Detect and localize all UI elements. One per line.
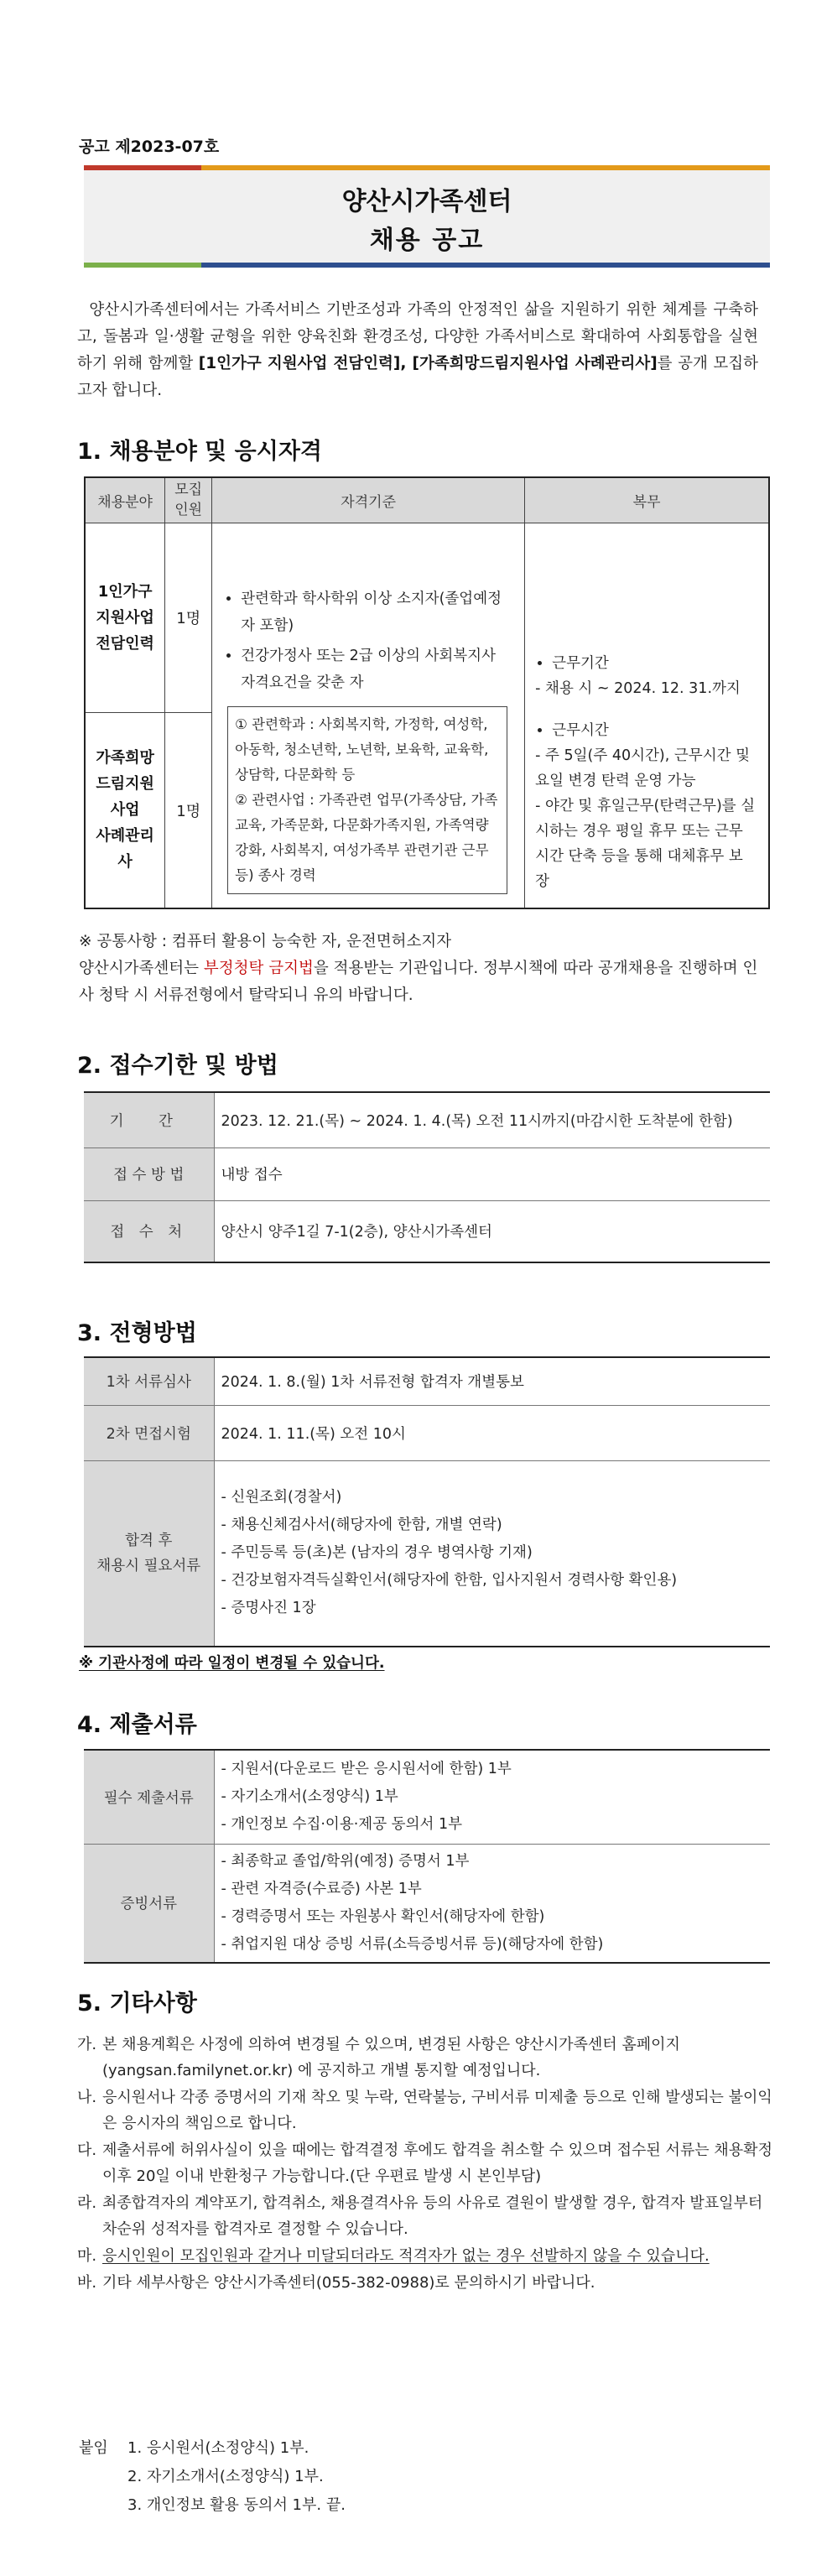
other-note-item xyxy=(77,2190,773,2242)
note-marker: 바. xyxy=(77,2274,97,2292)
docs-label-line2: 채용시 필요서류 xyxy=(96,1557,201,1574)
note-marker: 다. xyxy=(77,2141,97,2159)
qualification-note-box xyxy=(227,706,507,894)
submission-item: - 개인정보 수집·이용·제공 동의서 1부 xyxy=(221,1815,462,1833)
screening-doc-item: - 채용신체검사서(해당자에 한함, 개별 연락) xyxy=(221,1517,502,1534)
count-row-1: 1명 xyxy=(165,523,212,712)
screening-docs-list xyxy=(221,1484,770,1622)
intro-paragraph xyxy=(77,297,758,404)
title-box xyxy=(84,170,770,263)
screening-doc-item: - 건강보험자격득실확인서(해당자에 한함, 입사지원서 경력사항 확인용) xyxy=(221,1572,678,1590)
duty-hours-detail-1: - 주 5일(주 40시간), 근무시간 및 요일 변경 탄력 운영 가능 xyxy=(535,747,750,789)
recruit-row-1 xyxy=(85,523,769,712)
note-text: 응시원서나 각종 증명서의 기재 착오 및 누락, 연락불능, 구비서류 미제출 등으로 인해 발생되는 불이익은 응시자의 책임으로 합니다. xyxy=(102,2089,772,2132)
application-label: 기 간 xyxy=(84,1092,214,1147)
note-marker: 가. xyxy=(77,2036,97,2053)
bar-green xyxy=(84,263,201,268)
common-line-2 xyxy=(79,955,767,1009)
page-title: 양산시가족센터 xyxy=(341,187,512,216)
common-line-1: ※ 공통사항 : 컴퓨터 활용이 능숙한 자, 운전면허소지자 xyxy=(79,933,452,950)
intro-text-a: 양산시가족센터에서는 가족서비스 기반조성과 가족의 안정적인 삶을 지원하기 위한 체계를 구축하고, 돌봄과 일·생활 균형을 위한 양육친화 환경조성, 다양한 가족서비스로 확대하여 사회통합을 실현하기 위해 함께할 xyxy=(77,301,759,372)
title-bottom-bar xyxy=(84,263,770,268)
screening-row xyxy=(84,1405,770,1460)
header-field: 채용분야 xyxy=(85,477,165,523)
header-qualification: 자격기준 xyxy=(212,477,525,523)
submission-table xyxy=(84,1749,770,1964)
page-subtitle: 채용 공고 xyxy=(369,226,485,255)
duty-period-title: • 근무기간 xyxy=(552,651,757,676)
application-row xyxy=(84,1092,770,1147)
recruit-header-row xyxy=(85,477,769,523)
common-requirements xyxy=(79,929,767,1009)
recruit-table xyxy=(84,476,770,909)
attachment-item: 3. 개인정보 활용 동의서 1부. 끝. xyxy=(127,2496,346,2514)
screening-value: 2024. 1. 8.(월) 1차 서류전형 합격자 개별통보 xyxy=(214,1357,770,1405)
submission-proof-label: 증빙서류 xyxy=(84,1844,214,1963)
field1-line2: 지원사업 xyxy=(96,608,154,627)
other-note-item xyxy=(77,2137,773,2189)
header-count-line1: 모집 xyxy=(174,481,203,499)
note-marker: 라. xyxy=(77,2194,97,2212)
application-label: 접 수 처 xyxy=(84,1200,214,1262)
submission-item: - 경력증명서 또는 자원봉사 확인서(해당자에 한함) xyxy=(221,1907,545,1925)
submission-proof-value xyxy=(214,1844,770,1963)
docs-label-line1: 합격 후 xyxy=(125,1532,173,1549)
submission-item: - 지원서(다운로드 받은 응시원서에 한함) 1부 xyxy=(221,1760,512,1777)
header-count xyxy=(165,477,212,523)
qualification-note-2: ② 관련사업 : 가족관련 업무(가족상담, 가족교육, 가족문화, 다문화가족지원, 가족역량강화, 사회복지, 여성가족부 관련기관 근무 등) 종사 경력 xyxy=(235,791,498,883)
field1-line3: 전담인력 xyxy=(96,634,154,653)
submission-item: - 취업지원 대상 증빙 서류(소득증빙서류 등)(해당자에 한함) xyxy=(221,1935,604,1953)
application-row xyxy=(84,1147,770,1200)
submission-item: - 최종학교 졸업/학위(예정) 증명서 1부 xyxy=(221,1852,470,1870)
attachment-item: 1. 응시원서(소정양식) 1부. xyxy=(127,2439,309,2457)
header-count-line2: 인원 xyxy=(174,502,203,519)
section-heading-1: 1. 채용분야 및 응시자격 xyxy=(77,439,322,465)
section-heading-5: 5. 기타사항 xyxy=(77,1991,197,2017)
duty-hours-title: • 근무시간 xyxy=(552,718,757,743)
attachments-label: 붙임 xyxy=(79,2439,108,2457)
application-row xyxy=(84,1200,770,1262)
application-value: 양산시 양주1길 7-1(2층), 양산시가족센터 xyxy=(214,1200,770,1262)
other-note-item xyxy=(77,2243,773,2269)
section-heading-4: 4. 제출서류 xyxy=(77,1712,197,1738)
field2-line1: 가족희망 xyxy=(96,749,154,768)
intro-position-2: [가족희망드림지원사업 사례관리사] xyxy=(412,355,658,372)
submission-required-row xyxy=(84,1750,770,1844)
submission-item: - 자기소개서(소정양식) 1부 xyxy=(221,1788,398,1805)
count-row-2: 1명 xyxy=(165,712,212,908)
field2-line4: 사례관리 xyxy=(96,827,154,846)
screening-doc-item: - 주민등록 등(초)본 (남자의 경우 병역사항 기재) xyxy=(221,1544,533,1562)
qualification-note-1: ① 관련학과 : 사회복지학, 가정학, 여성학, 아동학, 청소년학, 노년학, 보육학, 교육학, 상담학, 다문화학 등 xyxy=(235,716,489,783)
field1-line1: 1인가구 xyxy=(97,582,153,601)
field-family-hope xyxy=(85,712,165,908)
other-note-item xyxy=(77,2270,773,2296)
qualification-item: • 건강가정사 또는 2급 이상의 사회복지사 자격요건을 갖춘 자 xyxy=(241,643,512,696)
submission-required-list xyxy=(221,1756,770,1839)
qualification-item: • 관련학과 학사학위 이상 소지자(졸업예정자 포함) xyxy=(241,585,512,639)
qualification-cell xyxy=(212,523,525,908)
intro-position-1: [1인가구 지원사업 전담인력] xyxy=(198,355,401,372)
submission-required-value xyxy=(214,1750,770,1844)
submission-item: - 관련 자격증(수료증) 사본 1부 xyxy=(221,1880,422,1897)
note-marker: 마. xyxy=(77,2247,97,2265)
section-heading-2: 2. 접수기한 및 방법 xyxy=(77,1053,278,1079)
duty-hours-detail-2: - 야간 및 휴일근무(탄력근무)를 실시하는 경우 평일 휴무 또는 근무시간 단축 등을 통해 대체휴무 보장 xyxy=(535,797,756,890)
screening-label: 1차 서류심사 xyxy=(84,1357,214,1405)
screening-docs-row xyxy=(84,1460,770,1647)
field2-line5: 사 xyxy=(117,853,133,872)
screening-docs-value xyxy=(214,1460,770,1647)
field-single-household xyxy=(85,523,165,712)
screening-table xyxy=(84,1356,770,1647)
screening-doc-item: - 신원조회(경찰서) xyxy=(221,1489,342,1507)
section-heading-3: 3. 전형방법 xyxy=(77,1320,197,1346)
notice-number: 공고 제2023-07호 xyxy=(79,138,220,156)
submission-required-label: 필수 제출서류 xyxy=(84,1750,214,1844)
note-marker: 나. xyxy=(77,2089,97,2106)
bar-blue xyxy=(201,263,770,268)
qualification-list xyxy=(222,585,512,696)
application-value: 2023. 12. 21.(목) ~ 2024. 1. 4.(목) 오전 11시까지(마감시한 도착분에 한함) xyxy=(214,1092,770,1147)
application-table xyxy=(84,1091,770,1263)
note-text: 본 채용계획은 사정에 의하여 변경될 수 있으며, 변경된 사항은 양산시가족센터 홈페이지(yangsan.familynet.or.kr) 에 공지하고 개별 통지할 예정입니다. xyxy=(102,2036,680,2079)
intro-separator: , xyxy=(400,355,413,372)
submission-proof-row xyxy=(84,1844,770,1963)
anti-graft-law: 부정청탁 금지법 xyxy=(203,960,314,977)
schedule-change-note: ※ 기관사정에 따라 일정이 변경될 수 있습니다. xyxy=(79,1655,385,1672)
field2-line2: 드림지원 xyxy=(96,775,154,794)
application-label: 접 수 방 법 xyxy=(84,1147,214,1200)
note-text-underlined: 응시인원이 모집인원과 같거나 미달되더라도 적격자가 없는 경우 선발하지 않을 수 있습니다. xyxy=(102,2247,710,2265)
common-text-a: 양산시가족센터는 xyxy=(79,960,204,977)
duty-period xyxy=(535,651,757,701)
other-note-item xyxy=(77,2084,773,2136)
header-duty: 복무 xyxy=(525,477,769,523)
screening-docs-label xyxy=(84,1460,214,1647)
other-notes xyxy=(77,2032,773,2297)
note-text: 제출서류에 허위사실이 있을 때에는 합격결정 후에도 합격을 취소할 수 있으며 접수된 서류는 채용확정 이후 20일 이내 반환청구 가능합니다.(단 우편료 발생 시 본인부담) xyxy=(102,2141,772,2185)
note-text: 최종합격자의 계약포기, 합격취소, 채용결격사유 등의 사유로 결원이 발생할 경우, 합격자 발표일부터 차순위 성적자를 합격자로 결정할 수 있습니다. xyxy=(102,2194,763,2238)
common-text-b: 을 적용받는 기관입니다. 정부시책에 따라 공개채용을 진행하며 인사 청탁 시 서류전형에서 탈락되니 유의 바랍니다. xyxy=(79,960,758,1004)
screening-row xyxy=(84,1357,770,1405)
attachments-list xyxy=(127,2434,346,2520)
note-text: 기타 세부사항은 양산시가족센터(055-382-0988)로 문의하시기 바랍니다. xyxy=(102,2274,595,2292)
field2-line3: 사업 xyxy=(110,801,140,820)
duty-period-detail: - 채용 시 ~ 2024. 12. 31.까지 xyxy=(535,679,741,697)
screening-doc-item: - 증명사진 1장 xyxy=(221,1600,316,1617)
application-value: 내방 접수 xyxy=(214,1147,770,1200)
intro-text-b: 를 공개 모집하고자 합니다. xyxy=(77,355,759,399)
attachment-item: 2. 자기소개서(소정양식) 1부. xyxy=(127,2468,324,2485)
submission-proof-list xyxy=(221,1848,770,1959)
screening-label: 2차 면접시험 xyxy=(84,1405,214,1460)
attachments xyxy=(79,2434,346,2520)
other-note-item xyxy=(77,2032,773,2084)
screening-value: 2024. 1. 11.(목) 오전 10시 xyxy=(214,1405,770,1460)
duty-hours xyxy=(535,718,757,894)
duty-cell xyxy=(525,523,769,908)
